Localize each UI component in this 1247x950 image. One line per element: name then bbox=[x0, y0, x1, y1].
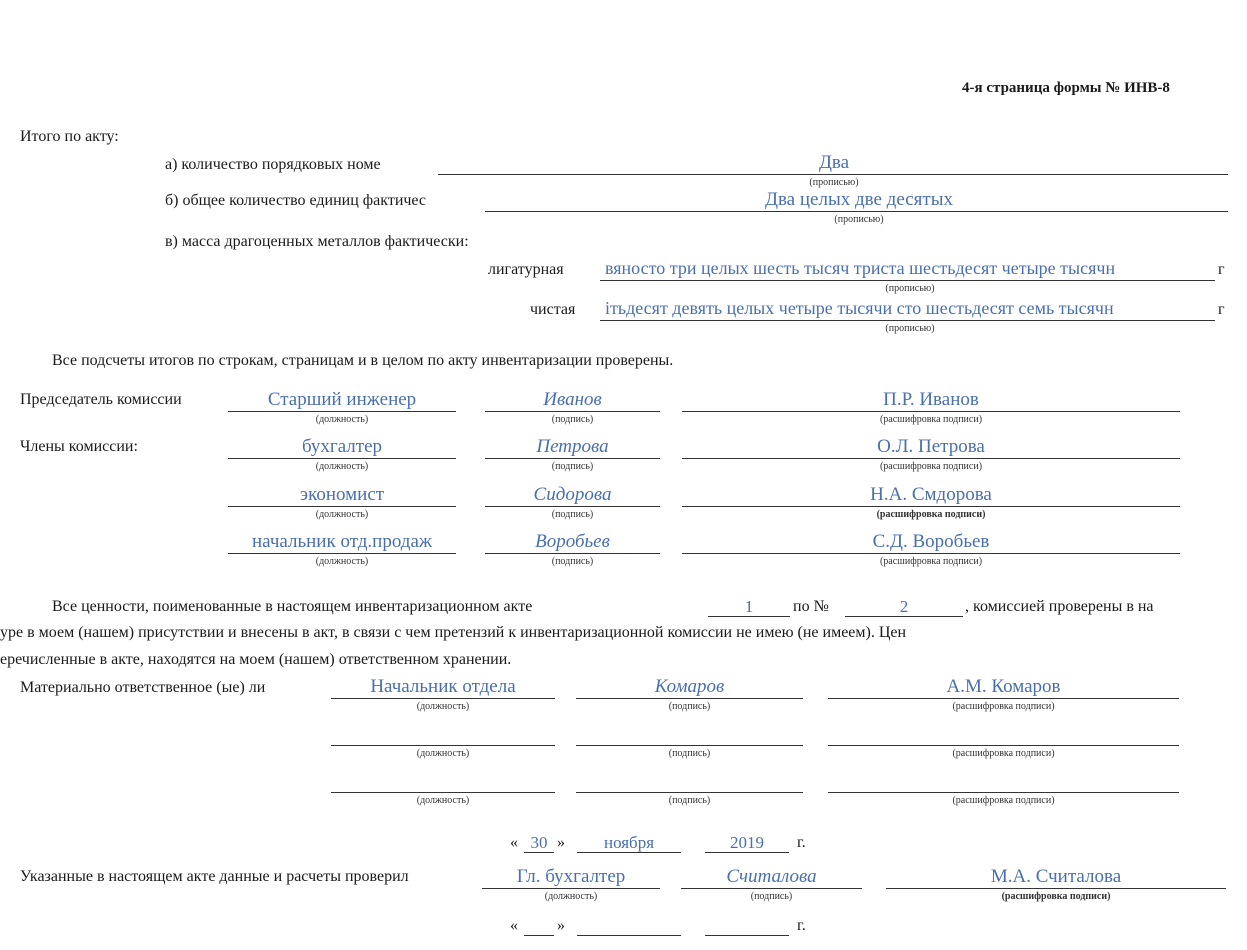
row-b-label: б) общее количество единиц фактичес bbox=[165, 192, 427, 209]
member3-signature-caption: (подпись) bbox=[551, 556, 594, 567]
date1-day[interactable]: 30 bbox=[530, 833, 548, 852]
responsible-position[interactable]: Начальник отдела bbox=[370, 676, 516, 697]
member3-position[interactable]: начальник отд.продаж bbox=[251, 531, 433, 552]
responsible-label: Материально ответственное (ые) ли bbox=[20, 679, 266, 696]
date2-open-quote: « bbox=[510, 917, 518, 934]
responsible3-signature-caption: (подпись) bbox=[668, 795, 711, 806]
pure-caption: (прописью) bbox=[885, 323, 935, 334]
member2-signature[interactable]: Сидорова bbox=[533, 484, 612, 505]
member1-position[interactable]: бухгалтер bbox=[301, 436, 383, 457]
responsible2-signature-line[interactable] bbox=[576, 745, 803, 746]
ligature-line bbox=[600, 280, 1215, 281]
pure-label: чистая bbox=[530, 301, 576, 318]
member2-name[interactable]: Н.А. Смдорова bbox=[870, 484, 992, 505]
ligature-value[interactable]: вяносто три целых шесть тысяч триста шестьдесят четыре тысячн bbox=[605, 258, 1116, 278]
member1-name-caption: (расшифровка подписи) bbox=[879, 461, 983, 472]
date1-year-line bbox=[705, 852, 789, 853]
member2-name-line bbox=[682, 506, 1180, 507]
verifier-position-line bbox=[482, 888, 660, 889]
responsible-name-caption: (расшифровка подписи) bbox=[952, 701, 1055, 712]
responsible2-position-caption: (должность) bbox=[416, 748, 470, 759]
responsible-signature-caption: (подпись) bbox=[668, 701, 711, 712]
member2-position[interactable]: экономист bbox=[299, 484, 385, 505]
date1-close-quote: » bbox=[557, 834, 565, 851]
responsible2-name-line[interactable] bbox=[828, 745, 1179, 746]
verifier-label: Указанные в настоящем акте данные и расчеты проверил bbox=[20, 868, 409, 885]
chair-position-line bbox=[228, 411, 456, 412]
chair-name-line bbox=[682, 411, 1180, 412]
date2-suffix: г. bbox=[797, 917, 806, 934]
row-a-line bbox=[438, 174, 1228, 175]
member3-signature[interactable]: Воробьев bbox=[535, 531, 610, 552]
responsible3-position-line[interactable] bbox=[331, 792, 555, 793]
verifier-name[interactable]: М.А. Считалова bbox=[990, 866, 1122, 887]
responsible3-signature-line[interactable] bbox=[576, 792, 803, 793]
pure-value[interactable]: ітьдесят девять целых четыре тысячи сто шестьдесят семь тысячн bbox=[605, 298, 1114, 318]
verifier-name-caption: (расшифровка подписи) bbox=[1001, 891, 1111, 902]
responsible-position-caption: (должность) bbox=[416, 701, 470, 712]
ligature-label: лигатурная bbox=[488, 261, 564, 278]
row-b-caption: (прописью) bbox=[834, 214, 884, 225]
verifier-signature[interactable]: Считалова bbox=[726, 866, 817, 887]
member2-signature-line bbox=[485, 506, 660, 507]
date1-day-line bbox=[524, 852, 554, 853]
statement-line2: уре в моем (нашем) присутствии и внесены в акт, в связи с чем претензий к инвентаризационной комиссии не имею (не имеем). Цен bbox=[0, 624, 907, 641]
statement-line1-end: , комиссией проверены в на bbox=[965, 598, 1154, 615]
member1-signature-line bbox=[485, 458, 660, 459]
statement-to-number[interactable]: 2 bbox=[899, 597, 909, 616]
responsible-signature[interactable]: Комаров bbox=[654, 676, 725, 697]
verifier-signature-line bbox=[681, 888, 862, 889]
responsible2-name-caption: (расшифровка подписи) bbox=[952, 748, 1055, 759]
member1-signature-caption: (подпись) bbox=[551, 461, 594, 472]
responsible3-name-line[interactable] bbox=[828, 792, 1179, 793]
chair-name[interactable]: П.Р. Иванов bbox=[883, 389, 979, 410]
date2-day-line[interactable] bbox=[524, 935, 554, 936]
row-a-label: а) количество порядковых номе bbox=[165, 156, 381, 173]
member1-position-line bbox=[228, 458, 456, 459]
verifier-position-caption: (должность) bbox=[544, 891, 598, 902]
row-a-value[interactable]: Два bbox=[818, 152, 850, 173]
responsible2-position-line[interactable] bbox=[331, 745, 555, 746]
verifier-name-line bbox=[886, 888, 1226, 889]
chair-name-caption: (расшифровка подписи) bbox=[879, 414, 983, 425]
row-v-label: в) масса драгоценных металлов фактически: bbox=[165, 233, 469, 250]
chair-signature-caption: (подпись) bbox=[551, 414, 594, 425]
member2-position-line bbox=[228, 506, 456, 507]
chair-label: Председатель комиссии bbox=[20, 391, 182, 408]
member3-position-line bbox=[228, 553, 456, 554]
date1-open-quote: « bbox=[510, 834, 518, 851]
chair-position-caption: (должность) bbox=[315, 414, 369, 425]
member3-position-caption: (должность) bbox=[315, 556, 369, 567]
statement-from-number[interactable]: 1 bbox=[744, 597, 754, 616]
chair-signature-line bbox=[485, 411, 660, 412]
responsible3-name-caption: (расшифровка подписи) bbox=[952, 795, 1055, 806]
statement-from-line bbox=[708, 616, 790, 617]
member2-name-caption: (расшифровка подписи) bbox=[876, 509, 986, 520]
statement-mid: по № bbox=[793, 598, 829, 615]
member1-position-caption: (должность) bbox=[315, 461, 369, 472]
member1-name-line bbox=[682, 458, 1180, 459]
verifier-signature-caption: (подпись) bbox=[750, 891, 793, 902]
statement-line1-start: Все ценности, поименованные в настоящем инвентаризационном акте bbox=[52, 598, 533, 615]
member3-signature-line bbox=[485, 553, 660, 554]
statement-to-line bbox=[845, 616, 963, 617]
responsible3-position-caption: (должность) bbox=[416, 795, 470, 806]
chair-signature[interactable]: Иванов bbox=[543, 389, 602, 410]
ligature-unit: г bbox=[1218, 261, 1225, 278]
form-page-header: 4-я страница формы № ИНВ-8 bbox=[962, 80, 1170, 96]
date2-close-quote: » bbox=[557, 917, 565, 934]
row-b-value[interactable]: Два целых две десятых bbox=[765, 189, 953, 210]
pure-unit: г bbox=[1218, 301, 1225, 318]
date2-month-line[interactable] bbox=[577, 935, 681, 936]
member1-signature[interactable]: Петрова bbox=[536, 436, 609, 457]
date1-month-line bbox=[577, 852, 681, 853]
responsible2-signature-caption: (подпись) bbox=[668, 748, 711, 759]
pure-line bbox=[600, 320, 1215, 321]
member1-name[interactable]: О.Л. Петрова bbox=[877, 436, 985, 457]
chair-position[interactable]: Старший инженер bbox=[267, 389, 417, 410]
date1-year[interactable]: 2019 bbox=[730, 833, 764, 852]
date2-year-line[interactable] bbox=[705, 935, 789, 936]
responsible-signature-line bbox=[576, 698, 803, 699]
statement-line3: еречисленные в акте, находятся на моем (нашем) ответственном хранении. bbox=[0, 651, 512, 668]
responsible-name[interactable]: А.М. Комаров bbox=[946, 676, 1061, 697]
member3-name-line bbox=[682, 553, 1180, 554]
members-label: Члены комиссии: bbox=[20, 438, 138, 455]
date1-month[interactable]: ноября bbox=[603, 833, 655, 852]
date1-suffix: г. bbox=[797, 834, 806, 851]
member2-signature-caption: (подпись) bbox=[551, 509, 594, 520]
responsible-name-line bbox=[828, 698, 1179, 699]
member3-name[interactable]: С.Д. Воробьев bbox=[872, 531, 990, 552]
member2-position-caption: (должность) bbox=[315, 509, 369, 520]
ligature-caption: (прописью) bbox=[885, 283, 935, 294]
total-title: Итого по акту: bbox=[20, 128, 119, 145]
responsible-position-line bbox=[331, 698, 555, 699]
verifier-position[interactable]: Гл. бухгалтер bbox=[516, 866, 626, 887]
member3-name-caption: (расшифровка подписи) bbox=[879, 556, 983, 567]
row-a-caption: (прописью) bbox=[809, 177, 859, 188]
row-b-line bbox=[485, 211, 1228, 212]
checked-statement: Все подсчеты итогов по строкам, страницам и в целом по акту инвентаризации проверены. bbox=[52, 352, 674, 369]
